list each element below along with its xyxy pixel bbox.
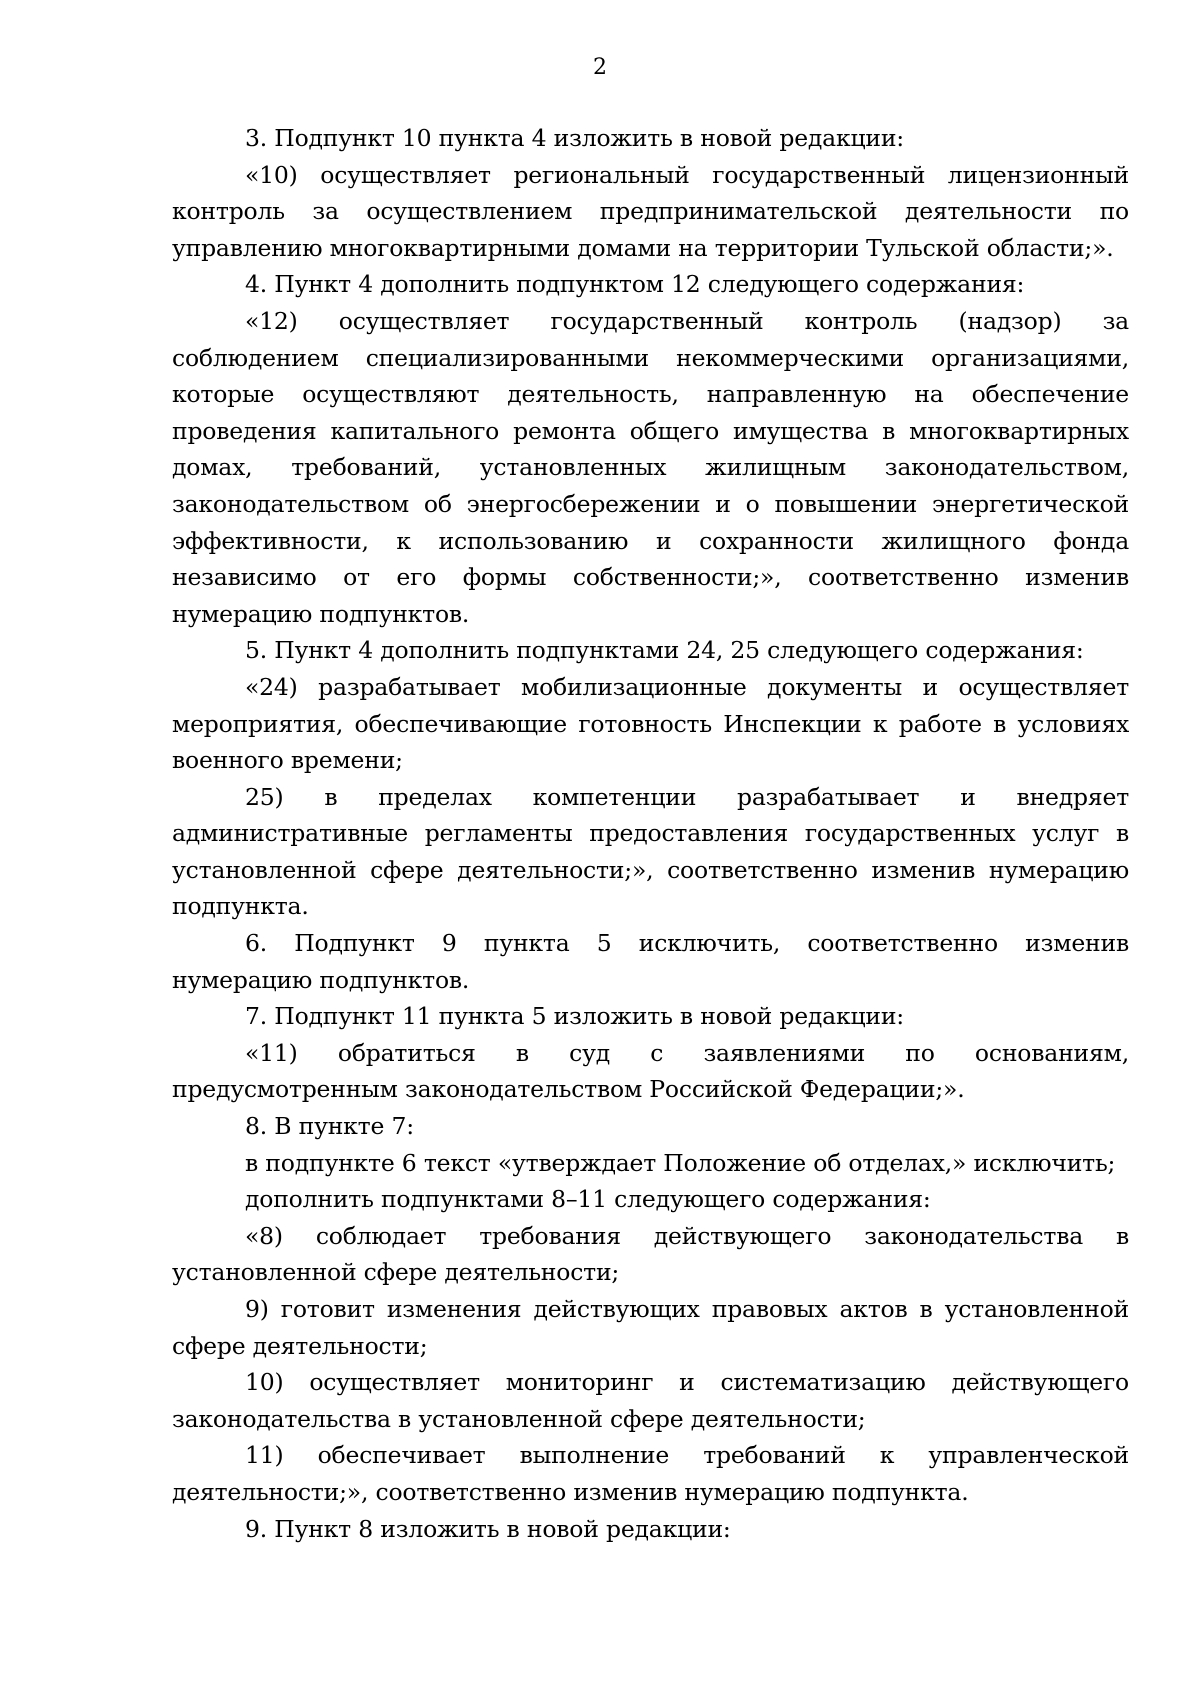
paragraph-subitem-8-text: «8) соблюдает требования действующего законодательства в установленной сфере деятельности; bbox=[172, 1221, 1129, 1287]
paragraph-item-7: 7. Подпункт 11 пункта 5 изложить в новой редакции: bbox=[245, 1002, 905, 1031]
paragraph-item-8-change-1: в подпункте 6 текст «утверждает Положение об отделах,» исключить; bbox=[245, 1148, 1116, 1177]
paragraph-item-8-change-2: дополнить подпунктами 8–11 следующего содержания: bbox=[245, 1185, 931, 1214]
paragraph-subitem-10-text: «10) осуществляет региональный государственный лицензионный контроль за осуществлением предпринимательской деятельности по управлению многоквартирными домами на территории Тульской области;». bbox=[172, 160, 1129, 262]
paragraph-subitem-24-text: «24) разрабатывает мобилизационные документы и осуществляет мероприятия, обеспечивающие готовность Инспекции к работе в условиях военного времени; bbox=[172, 672, 1129, 775]
paragraph-subitem-10b-text: 10) осуществляет мониторинг и систематизацию действующего законодательства в установленной сфере деятельности; bbox=[172, 1368, 1129, 1433]
paragraph-subitem-12-text: «12) осуществляет государственный контроль (надзор) за соблюдением специализированными некоммерческими организациями, которые осуществляют деятельность, направленную на обеспечение проведения капитального ремонта общего имущества в многоквартирных домах, требований, установленных жилищным законодательством, законодательством об энергосбережении и о повышении энергетической эффективности, к использованию и сохранности жилищного фонда независимо от его формы собственности;», соответственно изменив нумерацию подпунктов. bbox=[172, 306, 1129, 628]
paragraph-item-4: 4. Пункт 4 дополнить подпунктом 12 следующего содержания: bbox=[245, 270, 1025, 299]
paragraph-item-6: 6. Подпункт 9 пункта 5 исключить, соответственно изменив нумерацию подпунктов. bbox=[172, 929, 1129, 994]
paragraph-subitem-25-text: 25) в пределах компетенции разрабатывает и внедряет административные регламенты предоставления государственных услуг в установленной сфере деятельности;», соответственно изменив нумерацию подпункта. bbox=[172, 782, 1129, 921]
paragraph-item-3: 3. Подпункт 10 пункта 4 изложить в новой редакции: bbox=[245, 124, 905, 152]
paragraph-item-8: 8. В пункте 7: bbox=[245, 1112, 414, 1141]
document-body bbox=[172, 120, 1129, 1547]
paragraph-item-9: 9. Пункт 8 изложить в новой редакции: bbox=[245, 1514, 731, 1543]
paragraph-item-5: 5. Пункт 4 дополнить подпунктами 24, 25 следующего содержания: bbox=[245, 636, 1084, 665]
page-number: 2 bbox=[593, 55, 607, 80]
paragraph-subitem-11-text: «11) обратиться в суд с заявлениями по основаниям, предусмотренным законодательством Российской Федерации;». bbox=[172, 1038, 1129, 1104]
paragraph-subitem-9-text: 9) готовит изменения действующих правовых актов в установленной сфере деятельности; bbox=[172, 1295, 1129, 1360]
paragraph-subitem-11b-text: 11) обеспечивает выполнение требований к управленческой деятельности;», соответственно изменив нумерацию подпункта. bbox=[172, 1441, 1129, 1506]
